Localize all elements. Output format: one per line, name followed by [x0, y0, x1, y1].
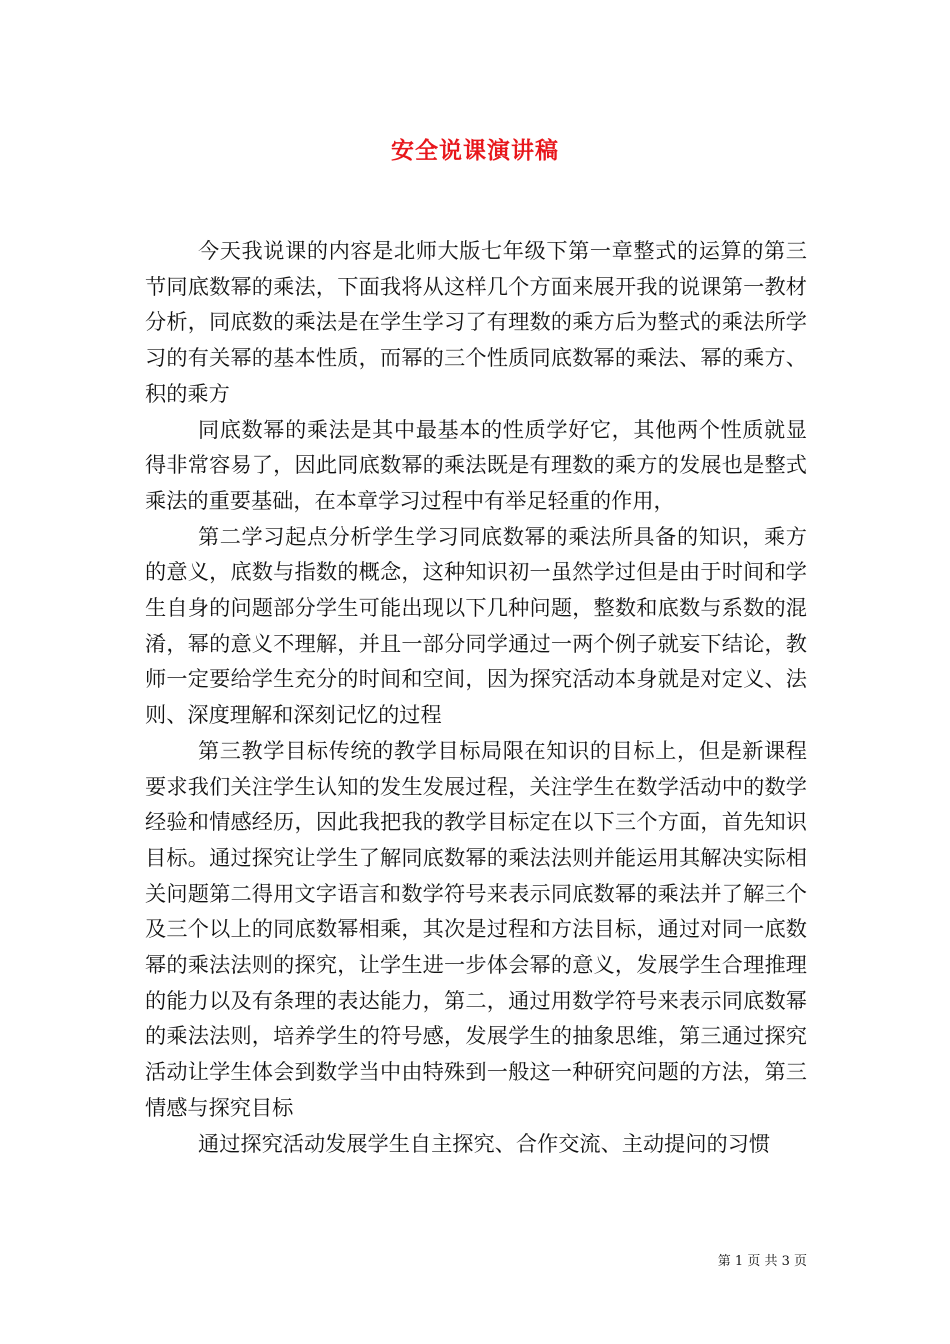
- document-body: [145, 233, 807, 1161]
- paragraph-4: 第三教学目标传统的教学目标局限在知识的目标上，但是新课程要求我们关注学生认知的发生发展过程，关注学生在数学活动中的数学经验和情感经历，因此我把我的教学目标定在以下三个方面，首先知识目标。通过探究让学生了解同底数幂的乘法法则并能运用其解决实际相关问题第二得用文字语言和数学符号来表示同底数幂的乘法并了解三个及三个以上的同底数幂相乘，其次是过程和方法目标，通过对同一底数幂的乘法法则的探究，让学生进一步体会幂的意义，发展学生合理推理的能力以及有条理的表达能力，第二，通过用数学符号来表示同底数幂的乘法法则，培养学生的符号感，发展学生的抽象思维，第三通过探究活动让学生体会到数学当中由特殊到一般这一种研究问题的方法，第三情感与探究目标: [145, 737, 807, 1120]
- paragraph-3: 第二学习起点分析学生学习同底数幂的乘法所具备的知识，乘方的意义，底数与指数的概念，这种知识初一虽然学过但是由于时间和学生自身的问题部分学生可能出现以下几种问题，整数和底数与系数的混淆，幂的意义不理解，并且一部分同学通过一两个例子就妄下结论，教师一定要给学生充分的时间和空间，因为探究活动本身就是对定义、法则、深度理解和深刻记忆的过程: [145, 523, 807, 728]
- page-number-footer: 第 1 页 共 3 页: [717, 1254, 807, 1269]
- paragraph-1: 今天我说课的内容是北师大版七年级下第一章整式的运算的第三节同底数幂的乘法，下面我将从这样几个方面来展开我的说课第一教材分析，同底数的乘法是在学生学习了有理数的乘方后为整式的乘法所学习的有关幂的基本性质，而幂的三个性质同底数幂的乘法、幂的乘方、积的乘方: [145, 238, 807, 406]
- document-title: 安全说课演讲稿: [391, 137, 559, 164]
- paragraph-2: 同底数幂的乘法是其中最基本的性质学好它，其他两个性质就显得非常容易了，因此同底数幂的乘法既是有理数的乘方的发展也是整式乘法的重要基础，在本章学习过程中有举足轻重的作用，: [145, 416, 807, 513]
- paragraph-5: 通过探究活动发展学生自主探究、合作交流、主动提问的习惯: [198, 1130, 771, 1156]
